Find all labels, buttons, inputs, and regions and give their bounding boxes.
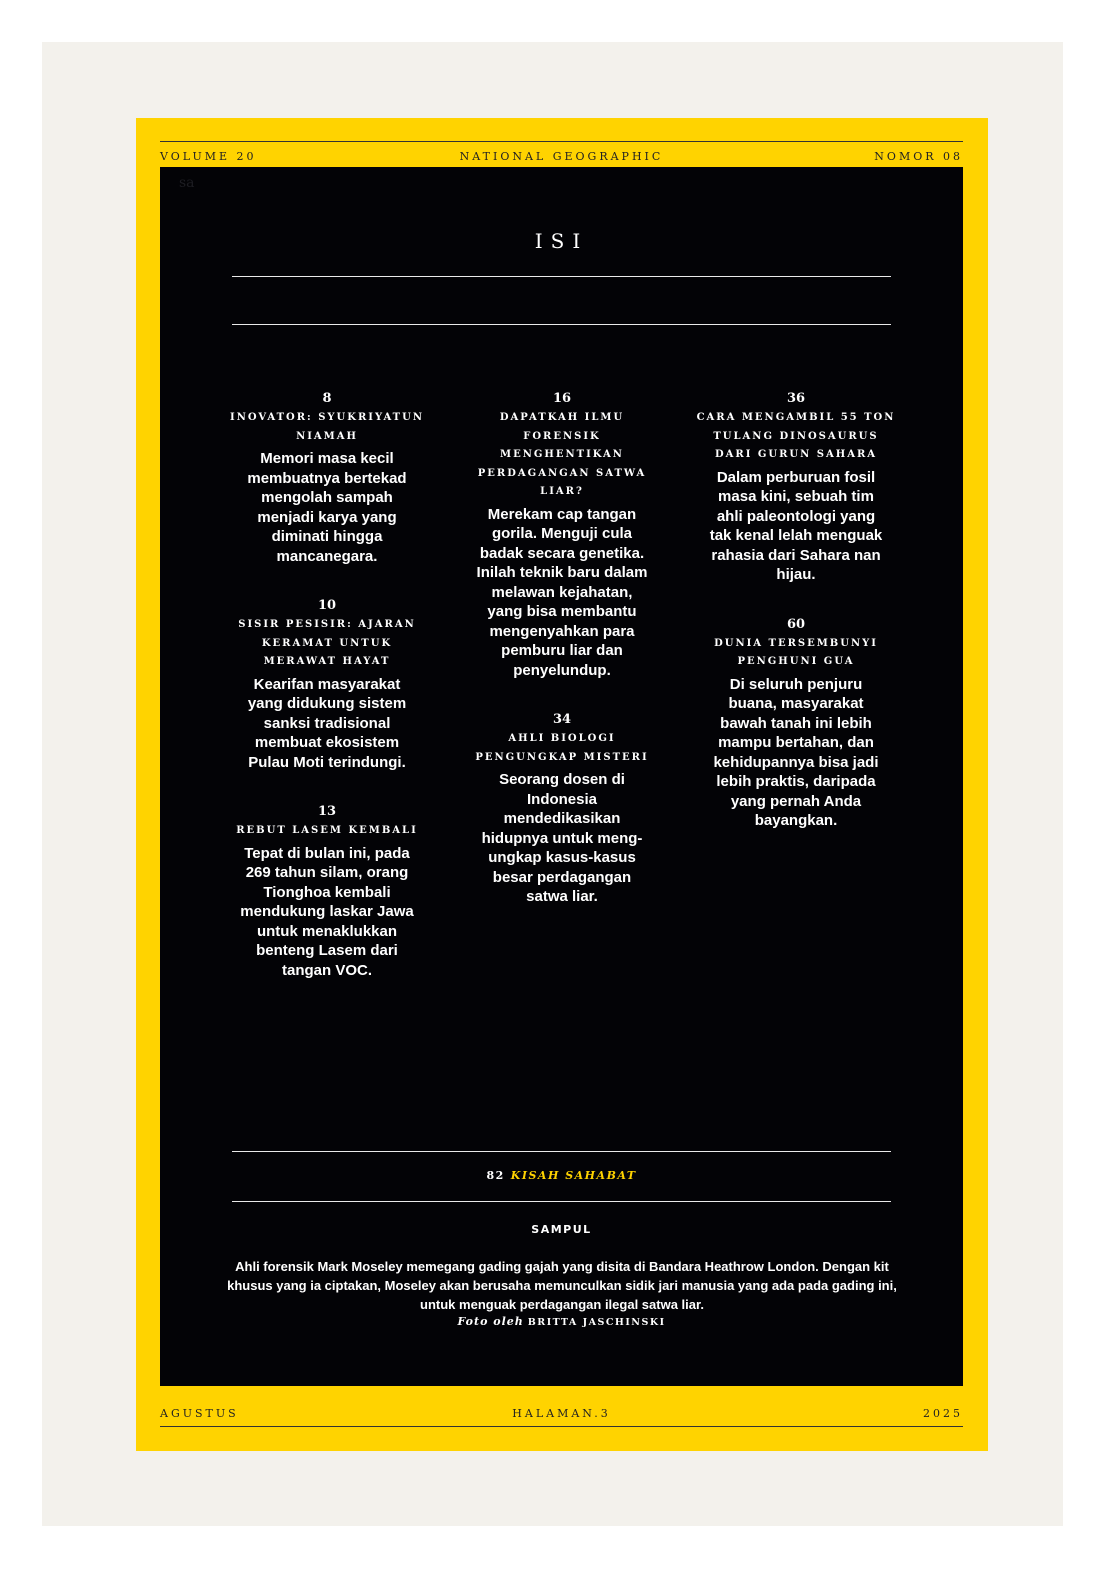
entry-page-number: 34: [552, 712, 572, 727]
title-rule-top: [232, 276, 891, 277]
cover-caption: Ahli forensik Mark Moseley memegang gading gajah yang disita di Bandara Heathrow London. Dengan kit khusus yang ia ciptakan, Moseley akan berusaha memunculkan sidik jari manusia yang ada pada gading ini, untuk menguak perdagangan ilegal satwa liar.: [227, 1259, 897, 1312]
entry-page-number: 13: [317, 804, 337, 819]
entry-page-number: 8: [322, 391, 332, 406]
toc-entry[interactable]: [227, 598, 427, 772]
page-title: ISI: [534, 229, 589, 253]
entry-description: Merekam cap tangan gorila. Menguji cula badak secara genetika. Inilah teknik baru dalam melawan kejahatan, yang bisa membantu mengenyahkan para pemburu liar dan penyelundup.: [476, 505, 648, 679]
toc-entry[interactable]: [227, 391, 427, 566]
contents-column-2: [462, 391, 662, 939]
contents-column-1: [227, 391, 427, 1012]
cover-heading: SAMPUL: [531, 1223, 592, 1236]
entry-description: Seorang dosen di Indonesia mendedikasikan hidupnya untuk meng-ungkap kasus-kasus besar perdagangan satwa liar.: [481, 771, 643, 905]
year-label: 2025: [923, 1407, 963, 1420]
entry-page-number: 60: [786, 616, 806, 632]
magazine-name: NATIONAL GEOGRAPHIC: [459, 150, 664, 163]
issue-label: NOMOR 08: [874, 150, 963, 163]
photo-credit: [160, 1315, 963, 1328]
feature-line[interactable]: [160, 1169, 963, 1182]
toc-entry[interactable]: [462, 391, 662, 680]
entry-heading: DUNIA TERSEMBUNYI PENGHUNI GUA: [714, 637, 878, 667]
entry-description: Kearifan masyarakat yang didukung sistem sanksi tradisional membuat ekosistem Pulau Moti terindungi.: [247, 675, 407, 771]
contents-column-3: [696, 391, 896, 863]
entry-page-number: 36: [786, 391, 806, 406]
toc-entry[interactable]: [227, 804, 427, 980]
title-rule-bottom: [232, 324, 891, 325]
feature-rule-bottom: [232, 1201, 891, 1202]
volume-label: VOLUME 20: [160, 150, 257, 163]
entry-heading: REBUT LASEM KEMBALI: [236, 825, 418, 836]
entry-heading: INOVATOR: SYUKRIYATUN NIAMAH: [230, 412, 424, 442]
page-number-label: HALAMAN.3: [512, 1407, 611, 1420]
credit-name: BRITTA JASCHINSKI: [527, 1317, 666, 1328]
entry-description: Memori masa kecil membuatnya bertekad mengolah sampah menjadi karya yang diminati hingga mancanegara.: [247, 450, 407, 565]
ghost-text: sa: [179, 175, 195, 191]
header-band: [160, 141, 963, 168]
entry-heading: DAPATKAH ILMU FORENSIK MENGHENTIKAN PERDAGANGAN SATWA LIAR?: [477, 412, 647, 497]
feature-page-number: 82: [486, 1169, 505, 1182]
feature-label: KISAH SAHABAT: [510, 1169, 637, 1182]
entry-description: Dalam perburuan fosil masa kini, sebuah tim ahli paleontologi yang tak kenal lelah menguak rahasia dari Sahara nan hijau.: [709, 468, 883, 583]
toc-entry[interactable]: [696, 617, 896, 831]
entry-heading: SISIR PESISIR: AJARAN KERAMAT UNTUK MERAWAT HAYAT: [238, 619, 416, 667]
entry-page-number: 16: [552, 391, 572, 406]
credit-prefix: Foto oleh: [457, 1315, 524, 1328]
entry-heading: CARA MENGAMBIL 55 TON TULANG DINOSAURUS DARI GURUN SAHARA: [696, 412, 896, 460]
toc-entry[interactable]: [696, 391, 896, 585]
entry-page-number: 10: [317, 598, 337, 613]
toc-entry[interactable]: [462, 712, 662, 907]
month-label: AGUSTUS: [160, 1407, 239, 1420]
entry-description: Di seluruh penjuru buana, masyarakat bawah tanah ini lebih mampu bertahan, dan kehidupannya bisa jadi lebih praktis, daripada yang pernah Anda bayangkan.: [713, 675, 879, 829]
footer-band: [160, 1386, 963, 1427]
entry-heading: AHLI BIOLOGI PENGUNGKAP MISTERI: [475, 733, 649, 763]
feature-rule-top: [232, 1151, 891, 1152]
entry-description: Tepat di bulan ini, pada 269 tahun silam, orang Tionghoa kembali mendukung laskar Jawa untuk menaklukkan benteng Lasem dari tangan VOC.: [240, 844, 414, 979]
contents-panel: [160, 167, 963, 1386]
